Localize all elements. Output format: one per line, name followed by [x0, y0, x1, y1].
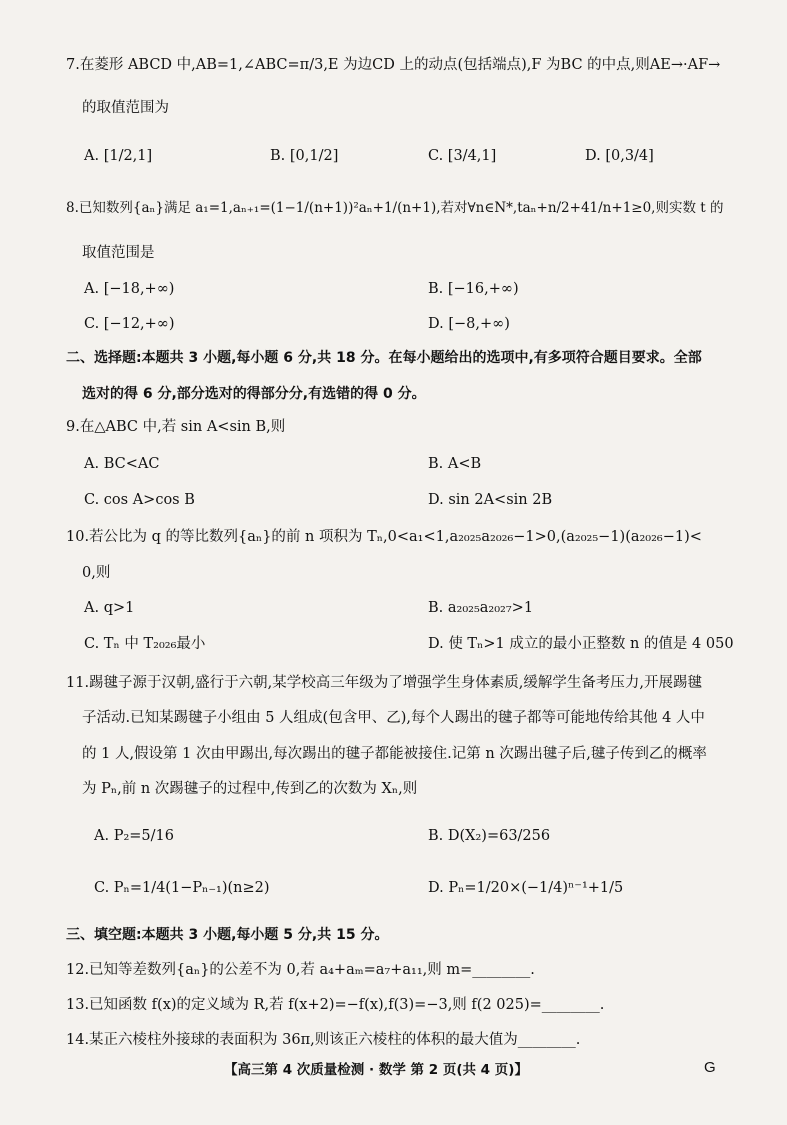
q7-option-a: A. [1/2,1] — [84, 148, 153, 164]
q12-text: 12.已知等差数列{aₙ}的公差不为 0,若 a₄+aₘ=a₇+a₁₁,则 m=________. — [66, 962, 535, 978]
q8-option-a: A. [−18,+∞) — [84, 281, 175, 297]
q9-option-c: C. cos A>cos B — [84, 492, 195, 508]
q13-text: 13.已知函数 f(x)的定义域为 R,若 f(x+2)=−f(x),f(3)=−3,则 f(2 025)=________. — [66, 997, 605, 1013]
q10-option-b: B. a₂₀₂₅a₂₀₂₇>1 — [428, 600, 534, 616]
q7-option-b: B. [0,1/2] — [270, 148, 339, 164]
q11-stem-line1: 11.踢毽子源于汉朝,盛行于六朝,某学校高三年级为了增强学生身体素质,缓解学生备考压力,开展踢毽 — [66, 675, 702, 691]
q14-text: 14.某正六棱柱外接球的表面积为 36π,则该正六棱柱的体积的最大值为________. — [66, 1032, 581, 1048]
q11-option-b: B. D(X₂)=63/256 — [428, 828, 551, 844]
q8-option-d: D. [−8,+∞) — [428, 316, 510, 332]
q9-option-d: D. sin 2A<sin 2B — [428, 492, 553, 508]
q10-stem-line2: 0,则 — [82, 565, 111, 581]
q11-option-d: D. Pₙ=1/20×(−1/4)ⁿ⁻¹+1/5 — [428, 880, 624, 896]
q10-option-c: C. Tₙ 中 T₂₀₂₆最小 — [84, 636, 206, 652]
q7-stem-line2: 的取值范围为 — [82, 100, 169, 116]
q9-stem: 9.在△ABC 中,若 sin A<sin B,则 — [66, 419, 286, 435]
q7-stem-line1: 7.在菱形 ABCD 中,AB=1,∠ABC=π/3,E 为边CD 上的动点(包括端点),F 为BC 的中点,则AE→·AF→ — [66, 57, 721, 73]
q7-option-d: D. [0,3/4] — [585, 148, 654, 164]
q11-option-a: A. P₂=5/16 — [94, 828, 174, 844]
q8-option-c: C. [−12,+∞) — [84, 316, 175, 332]
section2-heading: 二、选择题:本题共 3 小题,每小题 6 分,共 18 分。在每小题给出的选项中,有多项符合题目要求。全部 — [66, 350, 702, 366]
section2-instructions: 选对的得 6 分,部分选对的得部分分,有选错的得 0 分。 — [82, 386, 426, 402]
q10-option-a: A. q>1 — [84, 600, 135, 616]
q11-option-c: C. Pₙ=1/4(1−Pₙ₋₁)(n≥2) — [94, 880, 270, 896]
section3-heading: 三、填空题:本题共 3 小题,每小题 5 分,共 15 分。 — [66, 927, 389, 943]
q7-option-c: C. [3/4,1] — [428, 148, 497, 164]
q8-option-b: B. [−16,+∞) — [428, 281, 519, 297]
q11-stem-line3: 的 1 人,假设第 1 次由甲踢出,每次踢出的毽子都能被接住.记第 n 次踢出毽子后,毽子传到乙的概率 — [82, 746, 707, 762]
page-footer: 【高三第 4 次质量检测 · 数学 第 2 页(共 4 页)】 — [224, 1062, 528, 1078]
q11-stem-line4: 为 Pₙ,前 n 次踢毽子的过程中,传到乙的次数为 Xₙ,则 — [82, 781, 418, 797]
q9-option-b: B. A<B — [428, 456, 482, 472]
q8-stem-line2: 取值范围是 — [82, 245, 155, 261]
q11-stem-line2: 子活动.已知某踢毽子小组由 5 人组成(包含甲、乙),每个人踢出的毽子都等可能地传给其他 4 人中 — [82, 710, 705, 726]
q10-stem-line1: 10.若公比为 q 的等比数列{aₙ}的前 n 项积为 Tₙ,0<a₁<1,a₂₀₂₅a₂₀₂₆−1>0,(a₂₀₂₅−1)(a₂₀₂₆−1)< — [66, 529, 702, 545]
q9-option-a: A. BC<AC — [84, 456, 160, 472]
q10-option-d: D. 使 Tₙ>1 成立的最小正整数 n 的值是 4 050 — [428, 636, 734, 652]
paper-version-code: G — [704, 1059, 716, 1076]
q8-stem-line1: 8.已知数列{aₙ}满足 a₁=1,aₙ₊₁=(1−1/(n+1))²aₙ+1/(n+1),若对∀n∈N*,taₙ+n/2+41/n+1≥0,则实数 t 的 — [66, 200, 724, 216]
